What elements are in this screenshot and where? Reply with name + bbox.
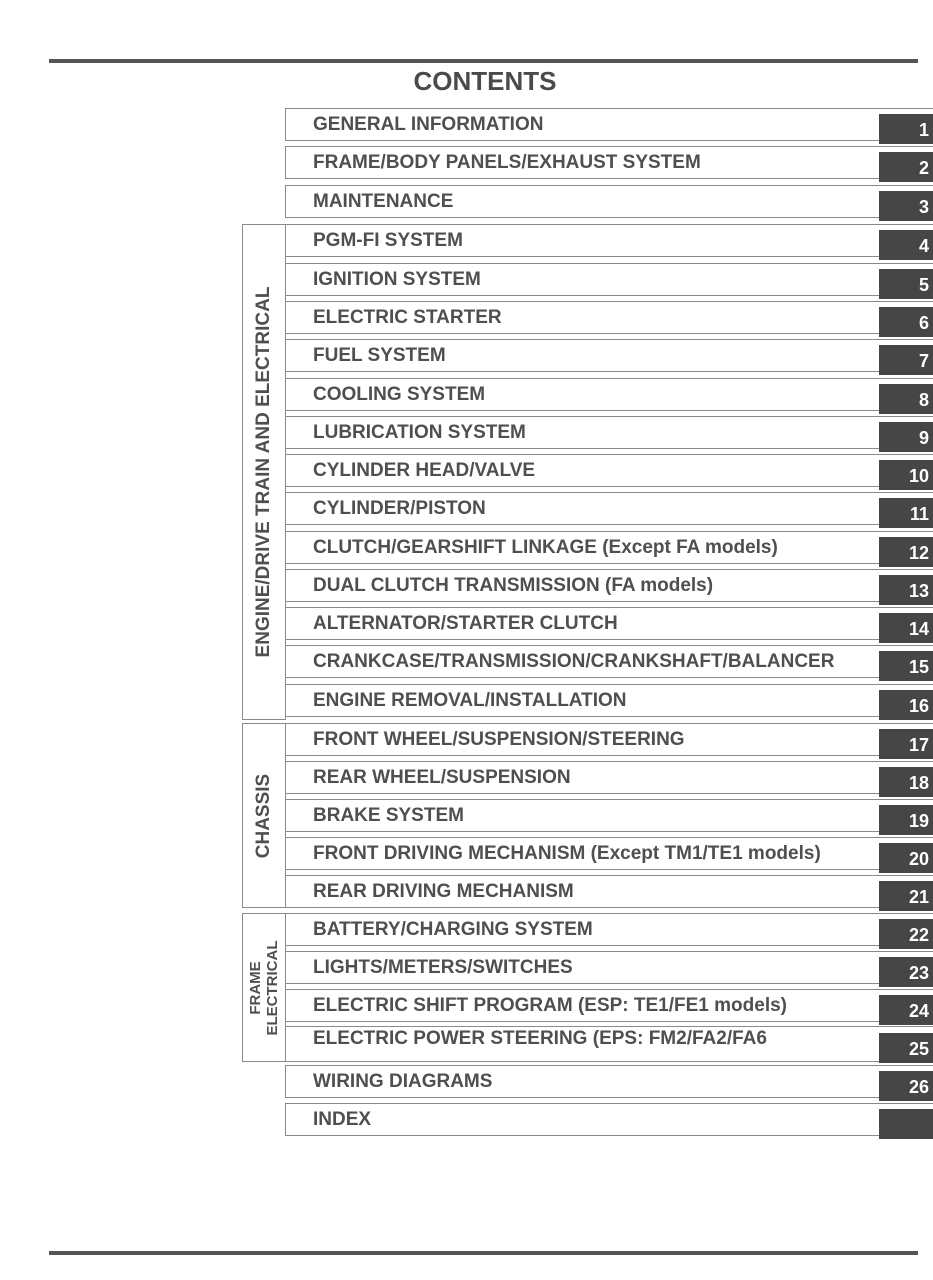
toc-row-20[interactable] xyxy=(285,837,933,870)
section-tab[interactable]: 19 xyxy=(879,805,933,835)
section-label: FRONT DRIVING MECHANISM (Except TM1/TE1 models) xyxy=(313,843,821,864)
group-label: FRAME ELECTRICAL xyxy=(247,940,281,1035)
section-label: ELECTRIC POWER STEERING (EPS: FM2/FA2/FA6 xyxy=(313,1028,767,1049)
section-label: CRANKCASE/TRANSMISSION/CRANKSHAFT/BALANCER xyxy=(313,651,835,672)
section-label: MAINTENANCE xyxy=(313,191,454,212)
section-label: DUAL CLUTCH TRANSMISSION (FA models) xyxy=(313,575,714,596)
toc-row-18[interactable] xyxy=(285,761,933,794)
section-tab[interactable]: 18 xyxy=(879,767,933,797)
group-label: ENGINE/DRIVE TRAIN AND ELECTRICAL xyxy=(253,286,274,658)
section-label: WIRING DIAGRAMS xyxy=(313,1071,493,1092)
toc-row-13[interactable] xyxy=(285,569,933,602)
top-rule xyxy=(49,59,918,63)
toc-row-23[interactable] xyxy=(285,951,933,984)
section-tab[interactable]: 8 xyxy=(879,384,933,414)
section-label: FUEL SYSTEM xyxy=(313,345,446,366)
section-tab[interactable]: 1 xyxy=(879,114,933,144)
section-tab[interactable]: 17 xyxy=(879,729,933,759)
toc-row-7[interactable] xyxy=(285,339,933,372)
section-tab[interactable]: 3 xyxy=(879,191,933,221)
section-tab[interactable]: 20 xyxy=(879,843,933,873)
section-tab[interactable]: 7 xyxy=(879,345,933,375)
toc-row-21[interactable] xyxy=(285,875,933,908)
section-label: INDEX xyxy=(313,1109,372,1130)
toc-row-6[interactable] xyxy=(285,301,933,334)
section-tab[interactable]: 11 xyxy=(879,498,933,528)
section-tab[interactable] xyxy=(879,1109,933,1139)
toc-row-3[interactable] xyxy=(285,185,933,218)
section-label: CLUTCH/GEARSHIFT LINKAGE (Except FA models) xyxy=(313,537,778,558)
section-label: BATTERY/CHARGING SYSTEM xyxy=(313,919,593,940)
section-tab[interactable]: 5 xyxy=(879,269,933,299)
section-tab[interactable]: 16 xyxy=(879,690,933,720)
section-tab[interactable]: 21 xyxy=(879,881,933,911)
section-label: PGM-FI SYSTEM xyxy=(313,230,463,251)
section-label: ELECTRIC SHIFT PROGRAM (ESP: TE1/FE1 models) xyxy=(313,995,787,1016)
toc-row-26[interactable] xyxy=(285,1065,933,1098)
toc-row-12[interactable] xyxy=(285,531,933,564)
page-title: CONTENTS xyxy=(413,66,557,96)
section-tab[interactable]: 10 xyxy=(879,460,933,490)
section-label: FRAME/BODY PANELS/EXHAUST SYSTEM xyxy=(313,152,701,173)
toc-row-19[interactable] xyxy=(285,799,933,832)
section-label: CYLINDER/PISTON xyxy=(313,498,486,519)
group-label: CHASSIS xyxy=(253,773,274,858)
toc-row-11[interactable] xyxy=(285,492,933,525)
section-label: LUBRICATION SYSTEM xyxy=(313,422,526,443)
section-label: LIGHTS/METERS/SWITCHES xyxy=(313,957,573,978)
section-tab[interactable]: 26 xyxy=(879,1071,933,1101)
section-label: REAR WHEEL/SUSPENSION xyxy=(313,767,571,788)
toc-row-1[interactable] xyxy=(285,108,933,141)
toc-row-14[interactable] xyxy=(285,607,933,640)
group-engine-drive-train xyxy=(242,224,286,720)
section-tab[interactable]: 14 xyxy=(879,613,933,643)
section-tab[interactable]: 25 xyxy=(879,1033,933,1063)
toc-row-9[interactable] xyxy=(285,416,933,449)
toc-row-24[interactable] xyxy=(285,989,933,1022)
toc-row-index[interactable] xyxy=(285,1103,933,1136)
section-tab[interactable]: 4 xyxy=(879,230,933,260)
section-tab[interactable]: 22 xyxy=(879,919,933,949)
section-tab[interactable]: 9 xyxy=(879,422,933,452)
group-chassis xyxy=(242,723,286,908)
toc-row-5[interactable] xyxy=(285,263,933,296)
group-frame-electrical xyxy=(242,913,286,1062)
toc-row-4[interactable] xyxy=(285,224,933,257)
toc-row-8[interactable] xyxy=(285,378,933,411)
section-tab[interactable]: 6 xyxy=(879,307,933,337)
section-label: BRAKE SYSTEM xyxy=(313,805,464,826)
toc-row-22[interactable] xyxy=(285,913,933,946)
section-tab[interactable]: 2 xyxy=(879,152,933,182)
section-label: ELECTRIC STARTER xyxy=(313,307,502,328)
section-tab[interactable]: 13 xyxy=(879,575,933,605)
toc-row-17[interactable] xyxy=(285,723,933,756)
section-tab[interactable]: 24 xyxy=(879,995,933,1025)
section-label: GENERAL INFORMATION xyxy=(313,114,544,135)
section-tab[interactable]: 12 xyxy=(879,537,933,567)
section-tab[interactable]: 15 xyxy=(879,651,933,681)
section-label: COOLING SYSTEM xyxy=(313,384,486,405)
section-label: IGNITION SYSTEM xyxy=(313,269,481,290)
section-label: ENGINE REMOVAL/INSTALLATION xyxy=(313,690,627,711)
toc-row-25[interactable] xyxy=(285,1026,933,1062)
toc-row-15[interactable] xyxy=(285,645,933,678)
section-label: ALTERNATOR/STARTER CLUTCH xyxy=(313,613,618,634)
section-tab[interactable]: 23 xyxy=(879,957,933,987)
section-label: CYLINDER HEAD/VALVE xyxy=(313,460,536,481)
section-label: FRONT WHEEL/SUSPENSION/STEERING xyxy=(313,729,685,750)
toc-row-16[interactable] xyxy=(285,684,933,717)
toc-row-10[interactable] xyxy=(285,454,933,487)
toc-row-2[interactable] xyxy=(285,146,933,179)
bottom-rule xyxy=(49,1251,918,1255)
section-label: REAR DRIVING MECHANISM xyxy=(313,881,574,902)
